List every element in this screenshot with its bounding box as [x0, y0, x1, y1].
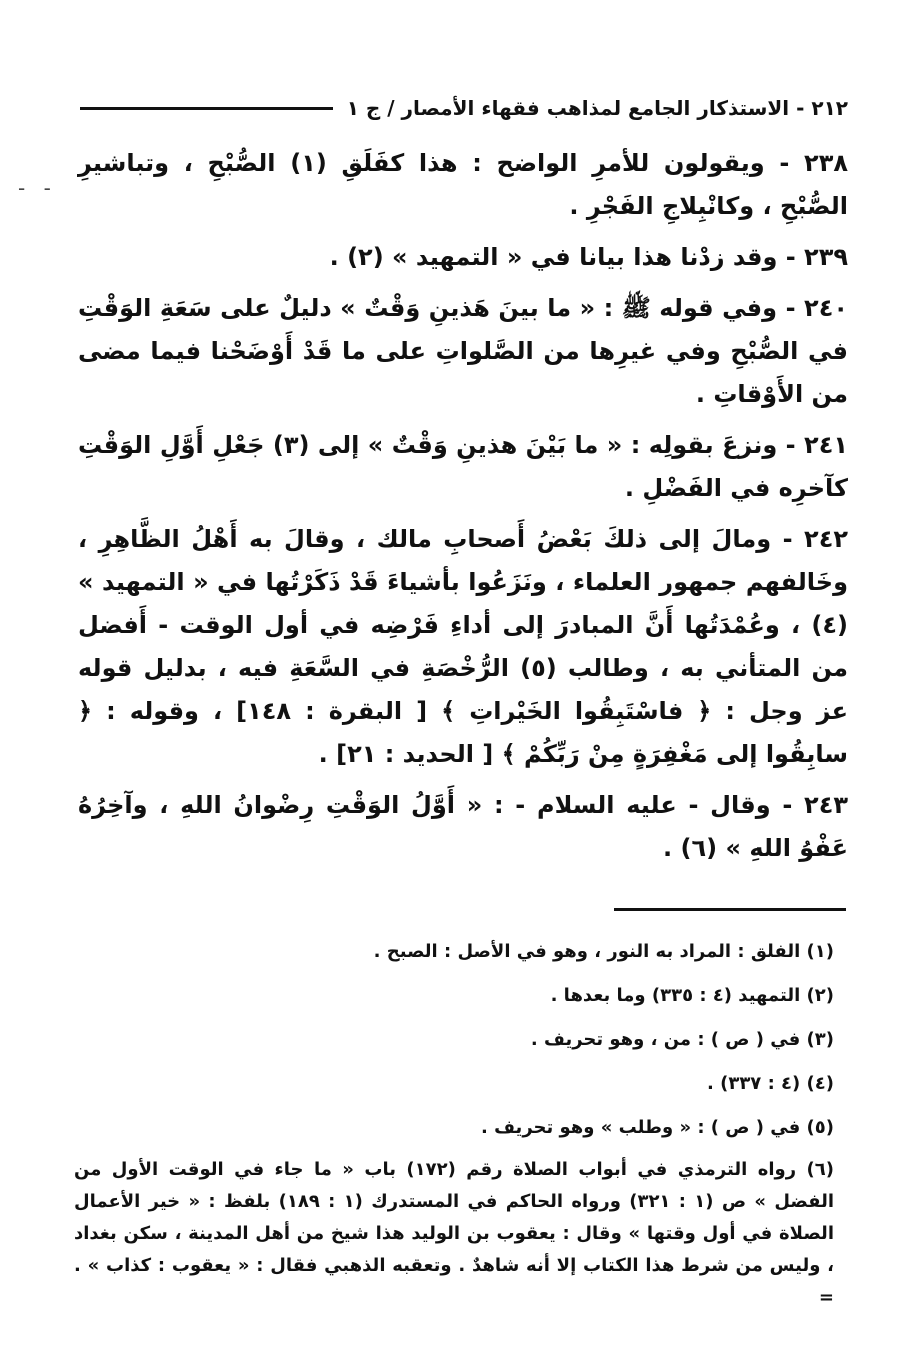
footnote-5: (٥) في ( ص ) : « وطلب » وهو تحريف . [481, 1117, 834, 1138]
margin-mark: - - [18, 176, 57, 200]
footnote-2: (٢) التمهيد (٤ : ٣٣٥) وما بعدها . [550, 985, 834, 1006]
main-text [78, 142, 848, 878]
footnote-6: (٦) رواه الترمذي في أبواب الصلاة رقم (١٧٢) باب « ما جاء في الوقت الأول من الفضل » ص (١ : ٣٢١) ورواه الحاكم في المستدرك (١ : ١٨٩) بلفظ : « خير الأعمال الصلاة في أول وقتها » وقال : يعقوب بن الوليد هذا شيخ من أهل المدينة ، سكن بغداد ، وليس من شرط هذا الكتاب إلا أنه شاهدٌ . وتعقبه الذهبي فقال : « يعقوب : كذاب » . = [74, 1159, 835, 1308]
footnote-separator [614, 908, 846, 911]
running-header [80, 96, 848, 120]
paragraph-242: ٢٤٢ - ومالَ إلى ذلكَ بَعْضُ أَصحابِ مالك ، وقالَ به أَهْلُ الظَّاهِرِ ، وخَالفهم جمهور العلماء ، ونَزَعُوا بأشياءَ قَدْ ذَكَرْتُها في « التمهيد » (٤) ، وعُمْدَتُها أَنَّ المبادرَ إلى أداءِ فَرْضِه في أول الوقت - أَفضل من المتأني به ، وطالب (٥) الرُّخْصَةِ في السَّعَةِ فيه ، بدليل قوله عز وجل : ﴿ فاسْتَبِقُوا الخَيْراتِ ﴾ [ البقرة : ١٤٨] ، وقوله : ﴿ سابِقُوا إلى مَغْفِرَةٍ مِنْ رَبِّكُمْ ﴾ [ الحديد : ٢١] . [78, 525, 848, 768]
footnotes [74, 930, 834, 1314]
header-rule [80, 107, 333, 110]
footnote-1: (١) الفلق : المراد به النور ، وهو في الأصل : الصبح . [373, 941, 834, 962]
running-head-title: ٢١٢ - الاستذكار الجامع لمذاهب فقهاء الأمصار / ج ١ [346, 96, 848, 120]
paragraph-243: ٢٤٣ - وقال - عليه السلام - : « أَوَّلُ الوَقْتِ رِضْوانُ اللهِ ، وآخِرُهُ عَفْوُ اللهِ » (٦) . [78, 791, 848, 862]
paragraph-238: ٢٣٨ - ويقولون للأمرِ الواضح : هذا كفَلَقِ (١) الصُّبْحِ ، وتباشيرِ الصُّبْحِ ، وكانْبِلاجِ الفَجْرِ . [78, 149, 848, 220]
paragraph-240: ٢٤٠ - وفي قوله ﷺ : « ما بينَ هَذينِ وَقْتٌ » دليلٌ على سَعَةِ الوَقْتِ في الصُّبْحِ وفي غيرِها من الصَّلواتِ على ما قَدْ أَوْضَحْنا فيما مضى من الأَوْقاتِ . [78, 294, 848, 408]
paragraph-239: ٢٣٩ - وقد زدْنا هذا بيانا في « التمهيد » (٢) . [329, 243, 848, 271]
footnote-4: (٤) (٤ : ٣٣٧) . [706, 1073, 834, 1094]
footnote-3: (٣) في ( ص ) : من ، وهو تحريف . [530, 1029, 834, 1050]
paragraph-241: ٢٤١ - ونزعَ بقولِه : « ما بَيْنَ هذينِ وَقْتٌ » إلى (٣) جَعْلِ أَوَّلِ الوَقْتِ كآخرِه في الفَضْلِ . [78, 431, 848, 502]
